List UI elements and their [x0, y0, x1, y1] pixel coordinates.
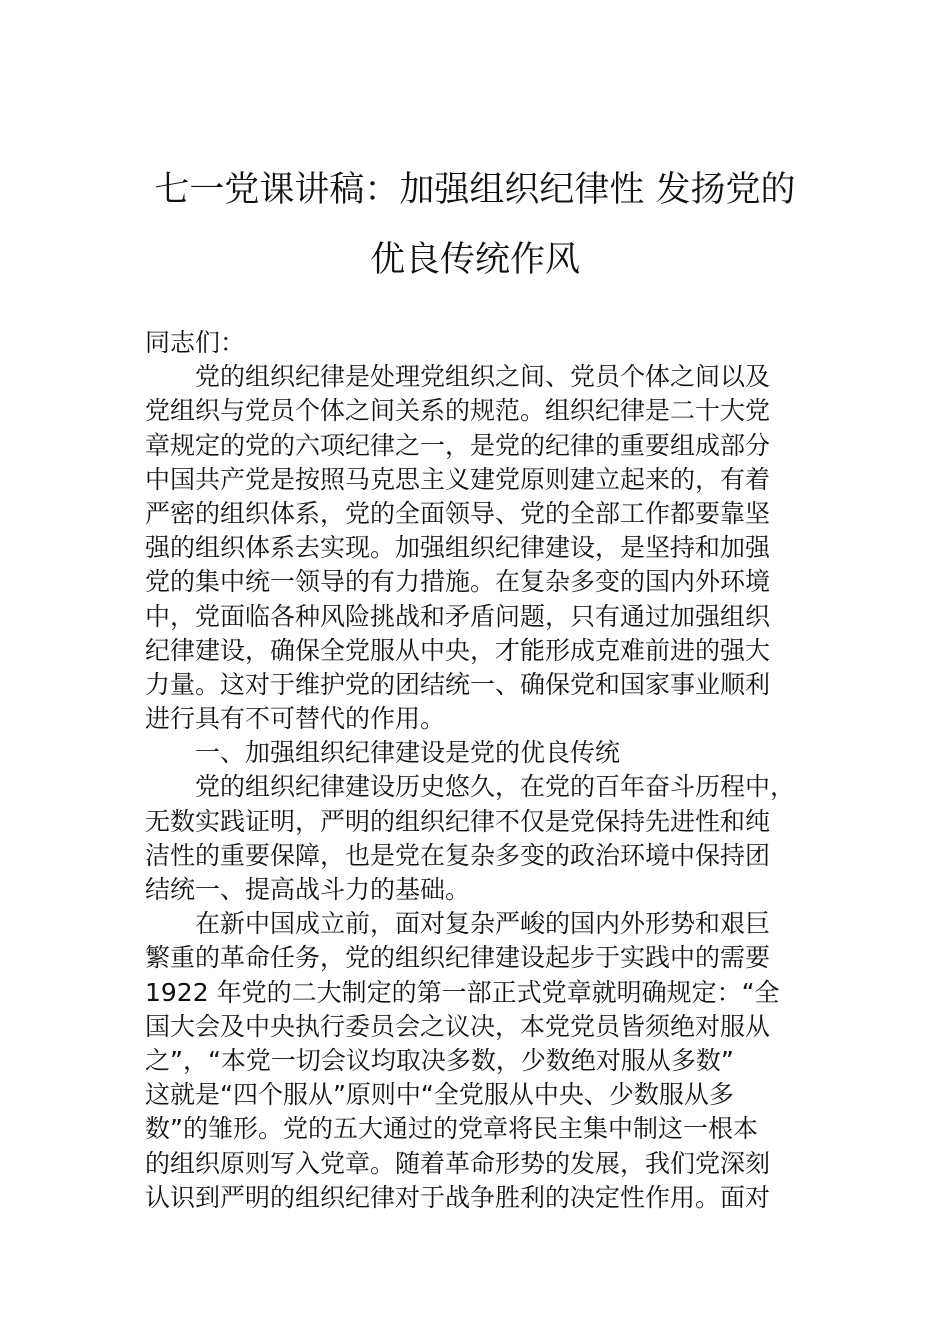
- document-body: [145, 326, 815, 1215]
- body-line: 纪律建设，确保全党服从中央，才能形成克难前进的强大: [145, 635, 771, 665]
- body-line: 中，党面临各种风险挑战和矛盾问题，只有通过加强组织: [145, 601, 771, 631]
- body-line: 洁性的重要保障，也是党在复杂多变的政治环境中保持团: [145, 840, 771, 870]
- body-line: 党的集中统一领导的有力措施。在复杂多变的国内外环境: [145, 567, 771, 597]
- body-line: 数”的雏形。党的五大通过的党章将民主集中制这一根本: [145, 1114, 758, 1144]
- body-line: 结统一、提高战斗力的基础。: [145, 875, 471, 904]
- body-line: 之”，“本党一切会议均取决多数，少数绝对服从多数”: [145, 1045, 734, 1075]
- body-line: 1922 年党的二大制定的第一部正式党章就明确规定：“全: [145, 977, 780, 1007]
- body-line: 强的组织体系去实现。加强组织纪律建设，是坚持和加强: [145, 533, 771, 563]
- body-line: 进行具有不可替代的作用。: [145, 704, 446, 734]
- body-line: 章规定的党的六项纪律之一，是党的纪律的重要组成部分: [145, 430, 771, 460]
- document-title-line-2: 优良传统作风: [369, 240, 580, 280]
- body-line: 认识到严明的组织纪律对于战争胜利的决定性作用。面对: [145, 1182, 771, 1212]
- body-line: 一、加强组织纪律建设是党的优良传统: [195, 738, 621, 768]
- body-line: 同志们：: [145, 328, 246, 357]
- body-line: 党的组织纪律是处理党组织之间、党员个体之间以及: [195, 362, 771, 392]
- body-line: 党组织与党员个体之间关系的规范。组织纪律是二十大党: [145, 396, 771, 426]
- body-line: 力量。这对于维护党的团结统一、确保党和国家事业顺利: [145, 669, 771, 699]
- body-line: 国大会及中央执行委员会之议决，本党党员皆须绝对服从: [145, 1011, 771, 1041]
- document-title-line-1: 七一党课讲稿：加强组织纪律性 发扬党的: [154, 170, 796, 210]
- body-line: 党的组织纪律建设历史悠久，在党的百年奋斗历程中，: [195, 772, 796, 802]
- body-line: 在新中国成立前，面对复杂严峻的国内外形势和艰巨: [195, 909, 771, 939]
- body-line: 这就是“四个服从”原则中“全党服从中央、少数服从多: [145, 1080, 734, 1110]
- body-line: 严密的组织体系，党的全面领导、党的全部工作都要靠坚: [145, 498, 771, 528]
- body-line: 中国共产党是按照马克思主义建党原则建立起来的，有着: [145, 464, 771, 494]
- body-line: 繁重的革命任务，党的组织纪律建设起步于实践中的需要: [145, 943, 771, 973]
- body-line: 的组织原则写入党章。随着革命形势的发展，我们党深刻: [145, 1148, 771, 1178]
- body-line: 无数实践证明，严明的组织纪律不仅是党保持先进性和纯: [145, 806, 771, 836]
